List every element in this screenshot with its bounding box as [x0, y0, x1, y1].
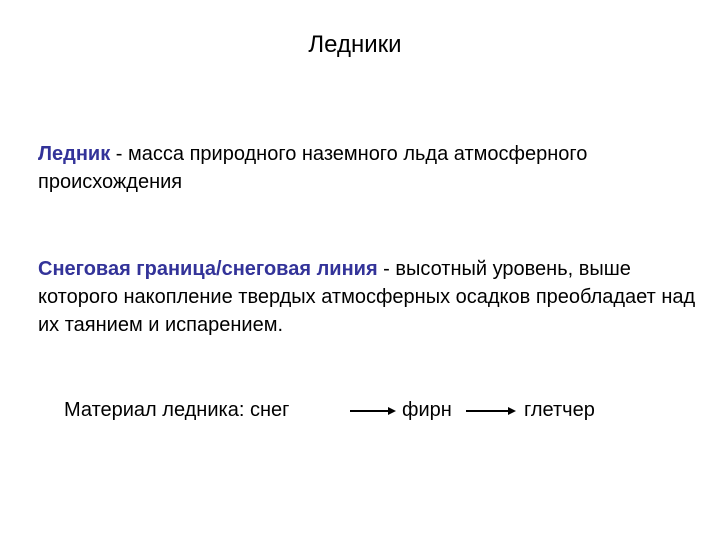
snow-line-term: Снеговая граница/снеговая линия [38, 258, 378, 280]
glacier-term: Ледник [38, 143, 111, 165]
glacier-definition [38, 140, 698, 196]
material-step-firn: фирн [402, 399, 452, 421]
material-label: Материал ледника: снег [64, 399, 290, 421]
right-arrow-icon [350, 407, 396, 415]
glacier-definition-text: - масса природного наземного льда атмосферного происхождения [38, 143, 588, 193]
snow-line-definition [38, 255, 698, 339]
snow-line-definition-text: - высотный уровень, выше которого накопление твердых атмосферных осадков преобладает над их таянием и испарением. [38, 258, 696, 336]
slide-title: Ледники [308, 31, 402, 58]
material-step-glacier-ice: глетчер [524, 399, 595, 421]
right-arrow-icon [466, 407, 516, 415]
